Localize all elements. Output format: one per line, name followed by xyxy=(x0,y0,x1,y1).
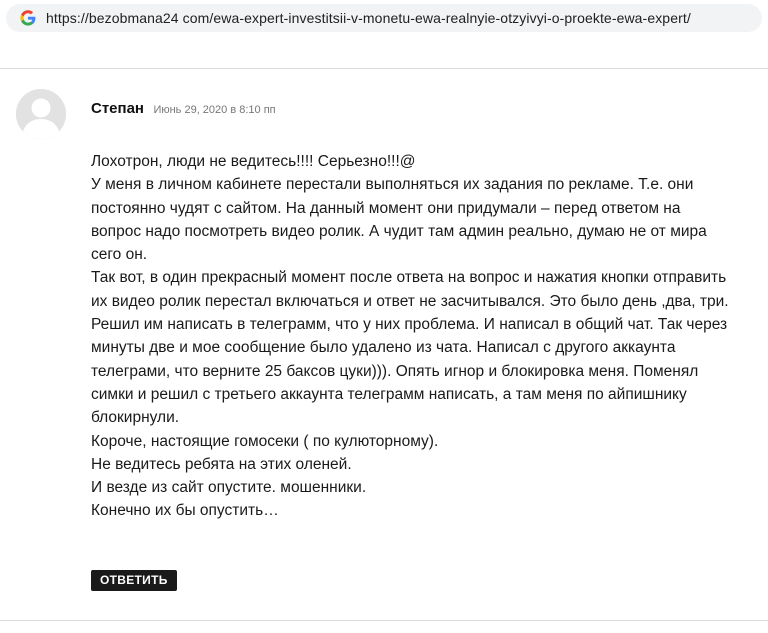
divider xyxy=(0,620,768,621)
comment-body xyxy=(91,150,731,523)
reply-button[interactable]: ОТВЕТИТЬ xyxy=(91,570,177,591)
address-bar[interactable] xyxy=(6,4,762,32)
url-text[interactable]: https://bezobmana24 com/ewa-expert-investitsii-v-monetu-ewa-realnyie-otzyivyi-o-proekte-ewa-expert/ xyxy=(46,10,691,26)
google-g-icon xyxy=(20,10,36,26)
divider xyxy=(0,68,768,69)
comment-line: Лохотрон, люди не ведитесь!!!! Серьезно!!!@ xyxy=(91,153,416,170)
comment-meta xyxy=(91,100,276,118)
default-user-avatar-icon xyxy=(16,89,66,139)
comment-line: Короче, настоящие гомосеки ( по кулюторному). xyxy=(91,432,439,450)
comment-line: Так вот, в один прекрасный момент после ответа на вопрос и нажатия кнопки отправить их видео ролик перестал включаться и ответ не засчитывался. Это было день ,два, три. Решил им написать в телеграмм, что у них проблема. И написал в общий чат. Так через минуты две и мое сообщение было удалено из чата. Написал с другого аккаунта телеграми, что верните 25 баксов цуки))). Опять игнор и блокировка меня. Поменял симки и решил с третьего аккаунта телеграмм написать, а там меня по айпишнику блокирнули. xyxy=(91,269,729,427)
comment-author[interactable]: Степан xyxy=(91,100,144,117)
comment-line: У меня в личном кабинете перестали выполняться их задания по рекламе. Т.е. они постоянно чудят с сайтом. На данный момент они придумали – перед ответом на вопрос надо посмотреть видео ролик. А чудит там админ реально, думаю не от мира сего он. xyxy=(91,176,707,264)
comment-date[interactable]: Июнь 29, 2020 в 8:10 пп xyxy=(153,104,276,116)
comment-line: И везде из сайт опустите. мошенники. xyxy=(91,479,367,497)
comment-line: Конечно их бы опустить… xyxy=(91,502,279,520)
comment-line: Не ведитесь ребята на этих оленей. xyxy=(91,455,352,473)
